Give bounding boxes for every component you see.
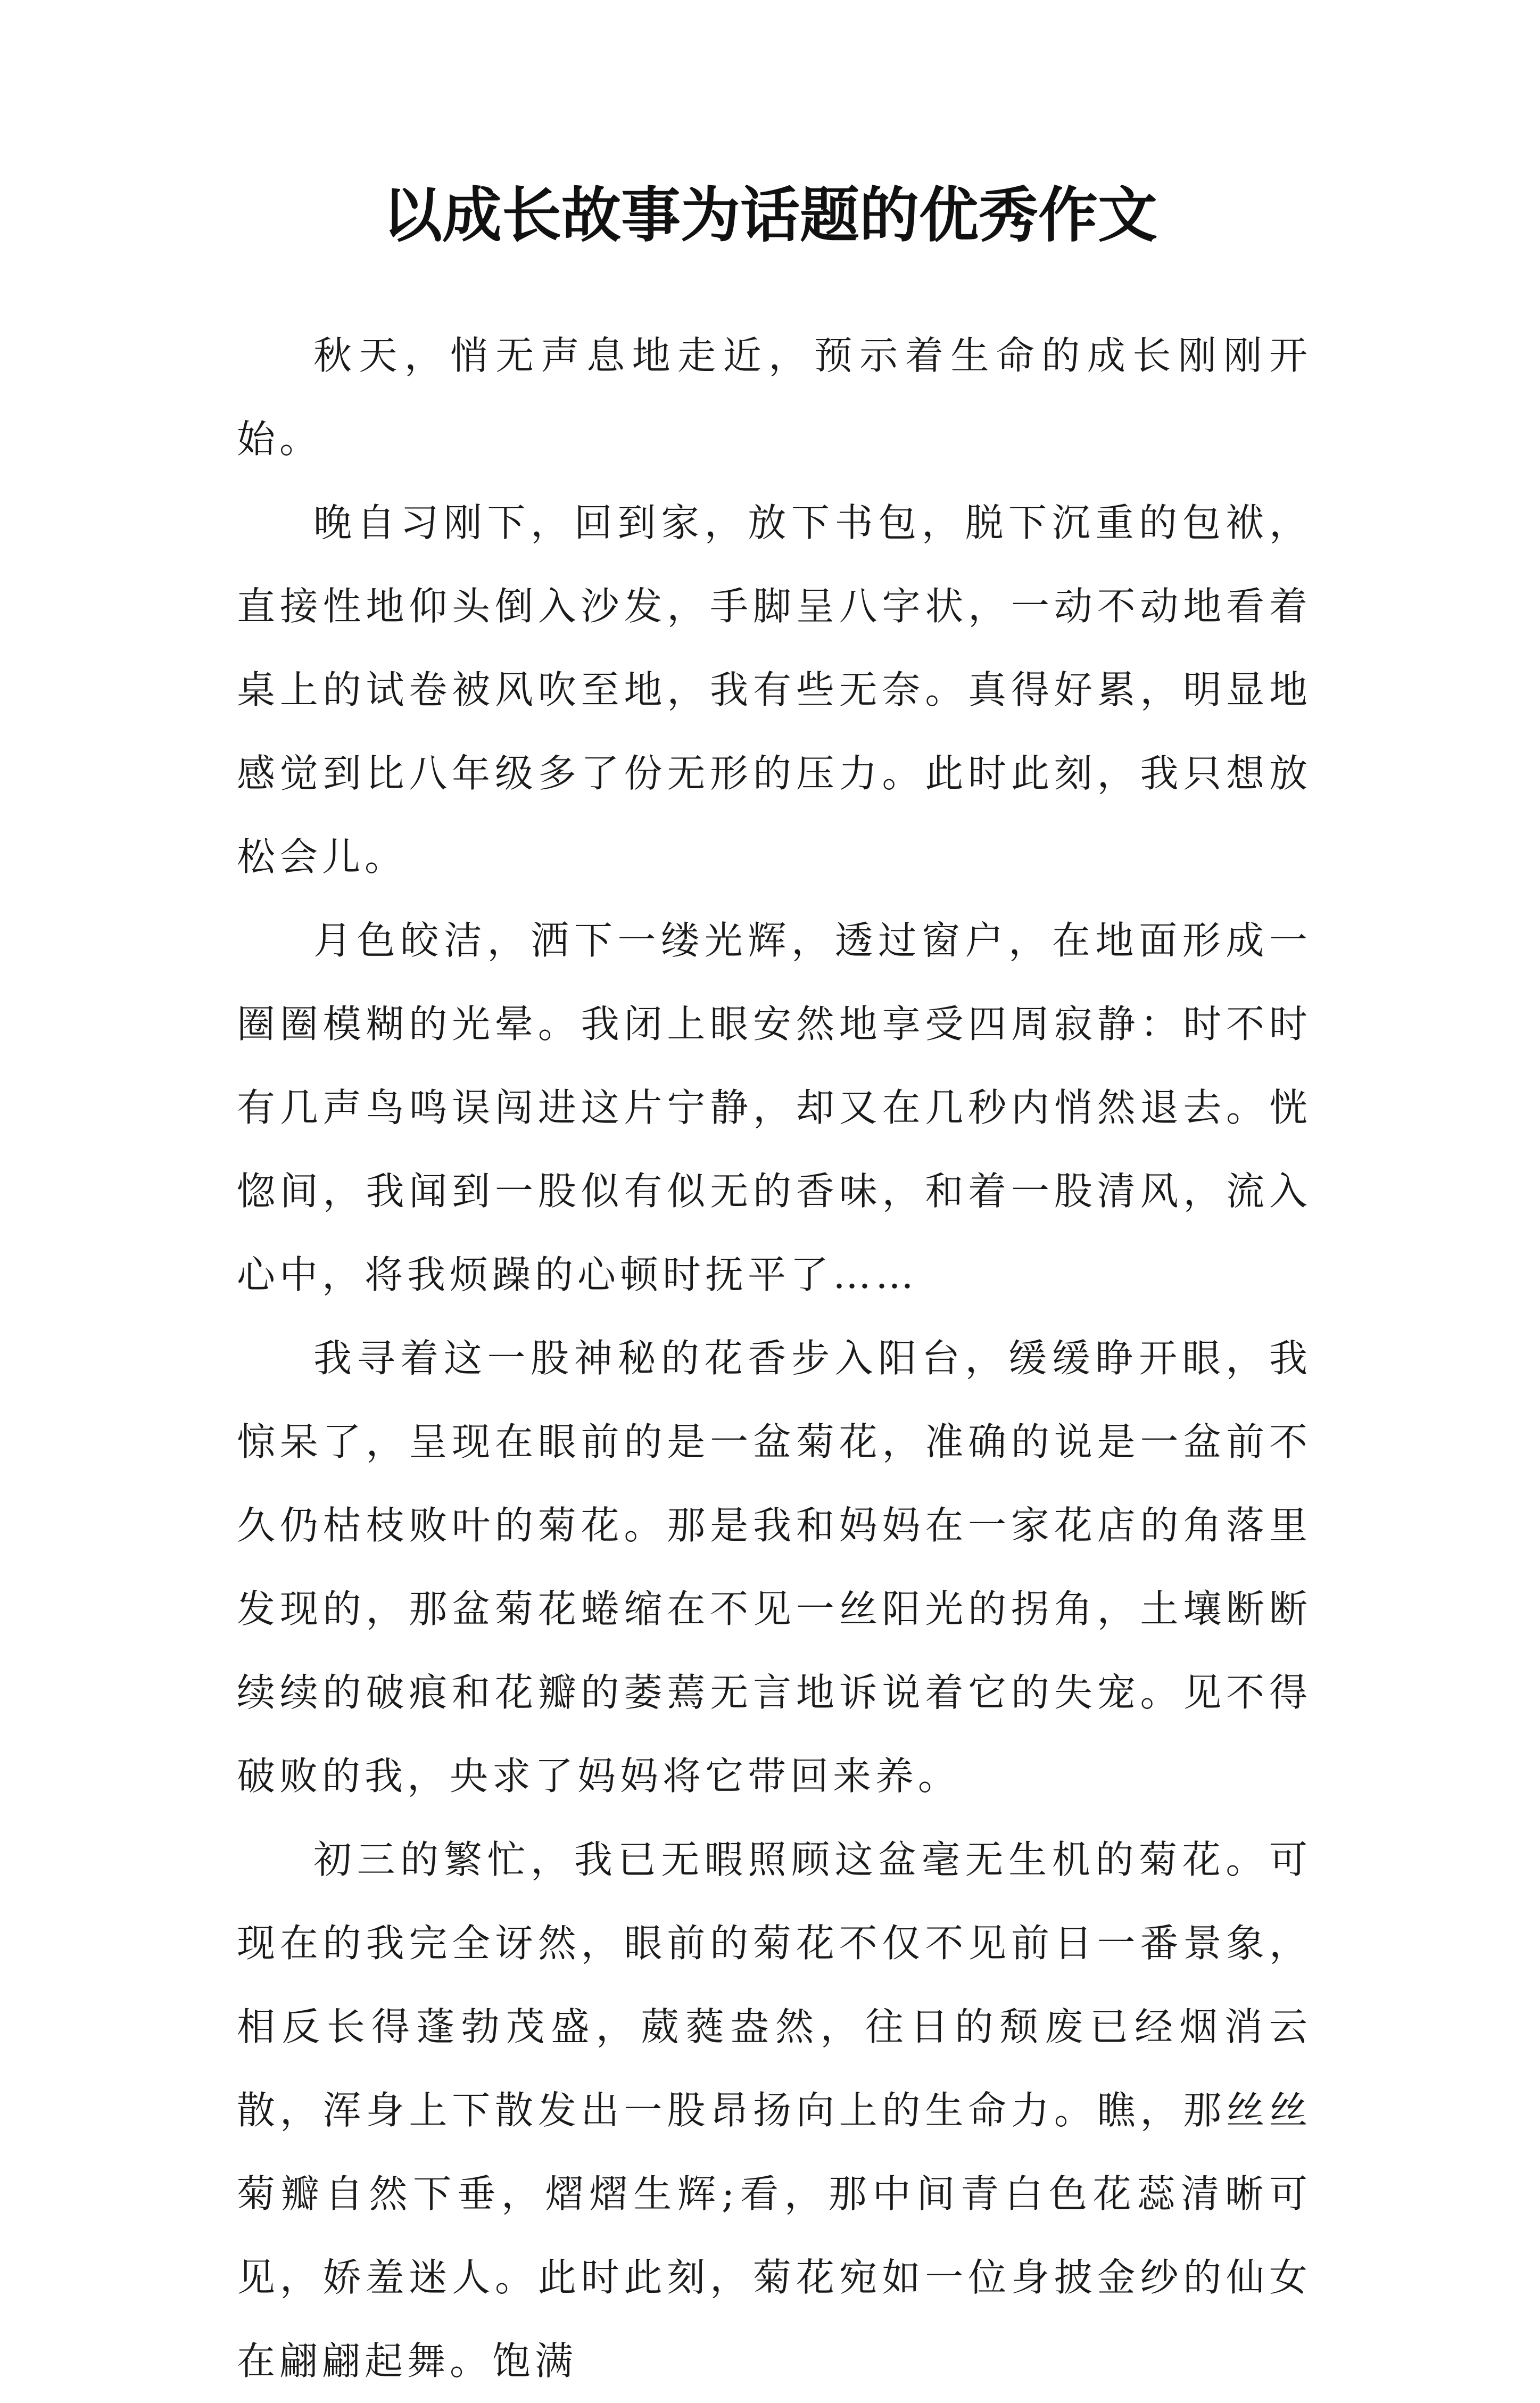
document-title: 以成长故事为话题的优秀作文 (383, 180, 1157, 250)
paragraph: 秋天，悄无声息地走近，预示着生命的成长刚刚开始。 (237, 333, 1312, 461)
paragraph: 初三的繁忙，我已无暇照顾这盆毫无生机的菊花。可现在的我完全讶然，眼前的菊花不仅不见前日一番景象，相反长得蓬勃茂盛，葳蕤盎然，往日的颓废已经烟消云散，浑身上下散发出一股昂扬向上的生命力。瞧，那丝丝菊瓣自然下垂，熠熠生辉;看，那中间青白色花蕊清晰可见，娇羞迷人。此时此刻，菊花宛如一位身披金纱的仙女在翩翩起舞。饱满 (237, 1837, 1312, 2383)
paragraph: 我寻着这一股神秘的花香步入阳台，缓缓睁开眼，我惊呆了，呈现在眼前的是一盆菊花，准确的说是一盆前不久仍枯枝败叶的菊花。那是我和妈妈在一家花店的角落里发现的，那盆菊花蜷缩在不见一丝阳光的拐角，土壤断断续续的破痕和花瓣的萎蔫无言地诉说着它的失宠。见不得破败的我，央求了妈妈将它带回来养。 (237, 1336, 1312, 1798)
paragraph: 晚自习刚下，回到家，放下书包，脱下沉重的包袱，直接性地仰头倒入沙发，手脚呈八字状，一动不动地看着桌上的试卷被风吹至地，我有些无奈。真得好累，明显地感觉到比八年级多了份无形的压力。此时此刻，我只想放松会儿。 (237, 500, 1312, 879)
paragraph: 月色皎洁，洒下一缕光辉，透过窗户，在地面形成一圈圈模糊的光晕。我闭上眼安然地享受四周寂静：时不时有几声鸟鸣误闯进这片宁静，却又在几秒内悄然退去。恍惚间，我闻到一股似有似无的香味，和着一股清风，流入心中，将我烦躁的心顿时抚平了…… (237, 918, 1312, 1297)
document-body (237, 314, 1312, 2403)
